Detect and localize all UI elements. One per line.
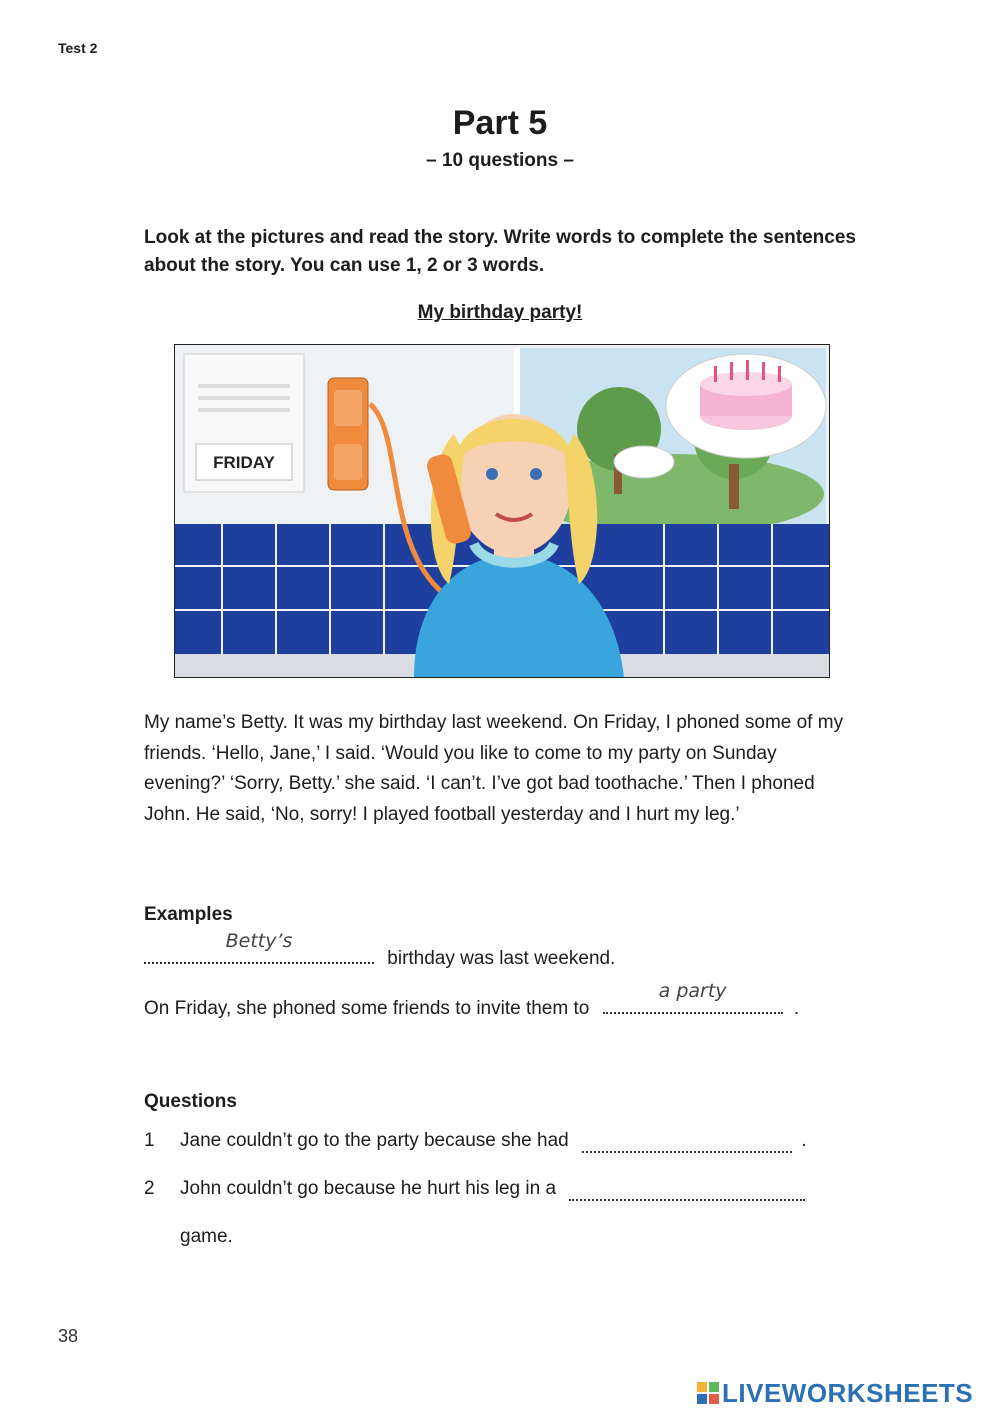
question-2-continuation: game. [180,1226,233,1247]
story-text: My name’s Betty. It was my birthday last weekend. On Friday, I phoned some of my friends. ‘Hello, Jane,’ I said. ‘Would you like to come to my party on Sunday evening?’ ‘Sorry, Betty.’ she said. ‘I can’t. I’ve got bad toothache.’ Then I phoned John. He said, ‘No, sorry! I played football yesterday and I hurt my leg.’ [144,712,844,825]
example-2-answer-field [603,980,783,1014]
question-1-answer-input[interactable] [582,1131,792,1153]
question-1 [144,1130,807,1153]
part-subtitle: – 10 questions – [426,150,574,171]
liveworksheets-logo-icon [697,1382,719,1404]
example-2 [144,980,800,1020]
example-2-answer: a party [658,980,727,1002]
page-number: 38 [58,1326,79,1346]
example-2-before: On Friday, she phoned some friends to invite them to [144,998,590,1019]
calendar-label: FRIDAY [213,453,275,472]
question-2-answer-input[interactable] [569,1179,805,1201]
example-2-after: . [793,998,800,1019]
example-1-answer-field [144,930,374,964]
brand-name[interactable]: LIVEWORKSHEETS [722,1378,974,1408]
example-1-answer: Betty’s [225,930,293,952]
part-title: Part 5 [452,104,548,142]
example-1 [144,930,616,970]
examples-heading: Examples [144,904,233,925]
test-label: Test 2 [58,40,98,56]
question-1-number: 1 [144,1130,155,1151]
instructions: Look at the pictures and read the story. Write words to complete the sentences about the story. You can use 1, 2 or 3 words. [144,227,856,276]
question-2 [144,1178,805,1201]
question-1-after: . [801,1130,807,1151]
example-1-after: birthday was last weekend. [387,948,616,969]
question-2-text: John couldn’t go because he hurt his leg in a [180,1178,557,1199]
question-1-text: Jane couldn’t go to the party because she had [180,1130,569,1151]
story-illustration [174,344,830,678]
questions-heading: Questions [144,1091,237,1112]
story-title: My birthday party! [417,302,583,323]
question-2-number: 2 [144,1178,155,1199]
